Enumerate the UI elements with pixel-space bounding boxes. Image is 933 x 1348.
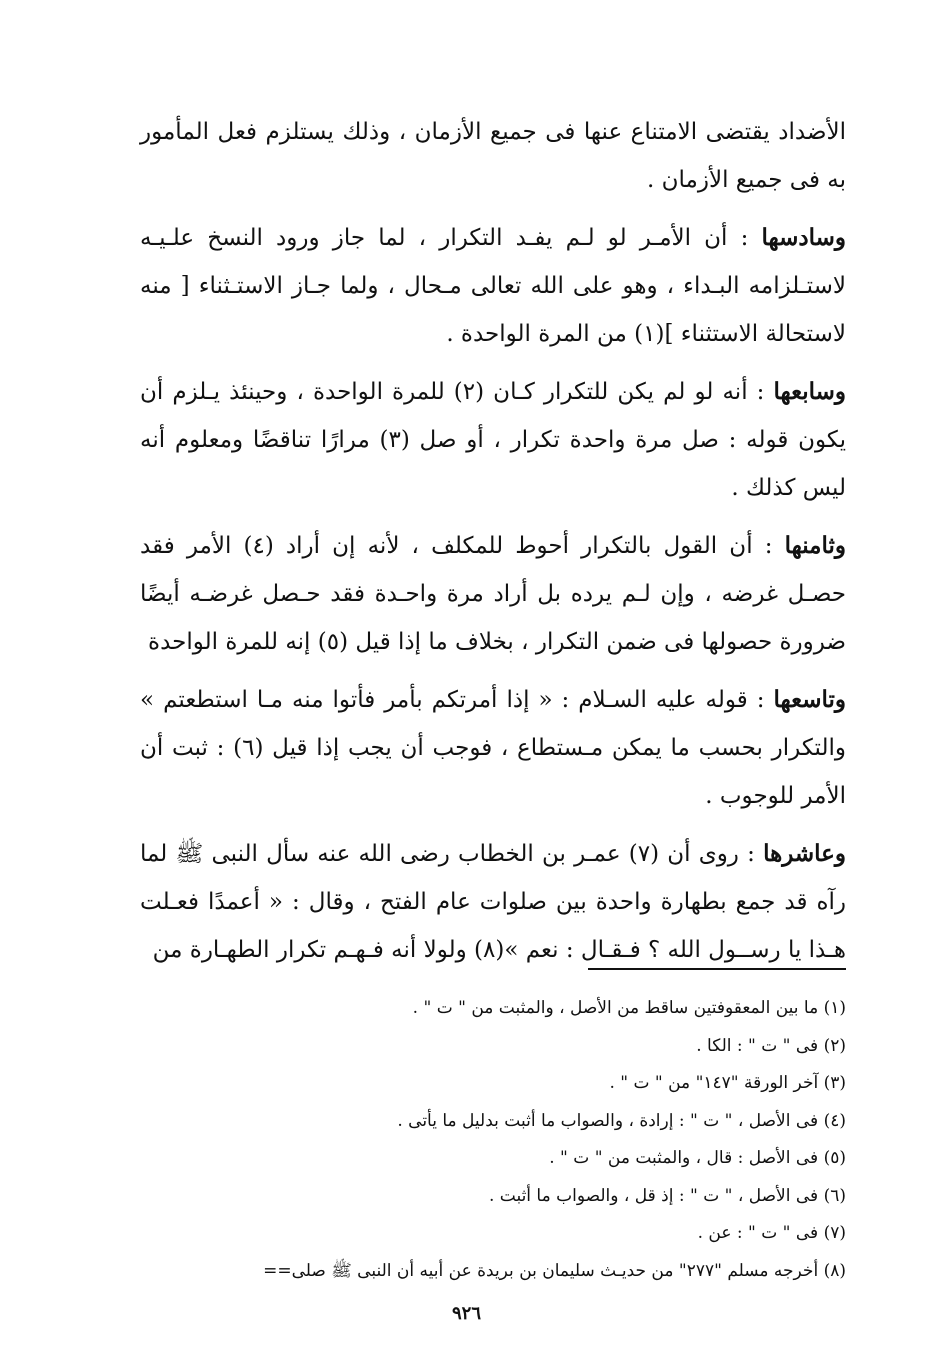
main-text: [140, 108, 846, 984]
paragraph-heading: وثامنها: [784, 532, 846, 559]
paragraph-heading: وسابعها: [773, 378, 846, 405]
page-number: ٩٢٦: [451, 1303, 481, 1324]
footnote: (١) ما بين المعقوفتين ساقط من الأصل ، والمثبت من " ت " .: [412, 998, 846, 1018]
paragraph: [140, 214, 846, 358]
paragraph-body: : أن القول بالتكرار أحوط للمكلف ، لأنه إن أراد (٤) الأمر فقد حصـل غرضه ، وإن لـم يرده بل أراد مرة واحـدة فقد حـصل غرضـه أيضًا ضرورة حصولها فى ضمن التكرار ، بخلاف ما إذا قيل (٥) إنه للمرة الواحدة: [140, 533, 846, 655]
paragraph-heading: وعاشرها: [763, 840, 846, 867]
paragraph: [140, 830, 846, 974]
paragraph-heading: وسادسها: [761, 224, 846, 251]
paragraph-heading: وتاسعها: [773, 686, 846, 713]
paragraph-body: : روى أن (٧) عمـر بن الخطاب رضى الله عنه سأل النبى ﷺ لما رآه قد جمع بطهارة واحدة بين صلوات عام الفتح ، وقال : « أعمدًا فعـلت هـذا يا رســول الله ؟ فـقـال : نعم »(٨) ولولا أنه فـهـم تكرار الطهـارة من: [140, 841, 846, 963]
paragraph: [140, 676, 846, 820]
paragraph: [140, 522, 846, 666]
footnote: (٢) فى " ت " : الكا .: [696, 1035, 846, 1056]
paragraph-body: : قوله عليه السـلام : « إذا أمرتكم بأمر فأتوا منه مـا استطعتم » والتكرار بحسب ما يمكن مـستطاع ، فوجب أن يجب إذا قيل (٦) : ثبت أن الأمر للوجوب .: [140, 687, 846, 809]
footnote: (٥) فى الأصل : قال ، والمثبت من " ت " .: [549, 1148, 846, 1168]
footnotes: [140, 990, 846, 1290]
footnote: (٤) فى الأصل ، " ت " : إرادة ، والصواب ما أثبت بدليل ما يأتى .: [397, 1110, 846, 1131]
footnote: (٧) فى " ت " : عن .: [697, 1223, 846, 1243]
paragraph-body: : أن الأمـر لو لـم يفـد التكرار ، لما جاز ورود النسخ علـيـه لاستـلزامه البـداء ، وهو على الله تعالى مـحال ، ولما جـاز الاستـثناء [ منه لاستحالة الاستثناء ](١) من المرة الواحدة .: [140, 225, 846, 347]
footnote: (٦) فى الأصل ، " ت " : إذ قل ، والصواب ما أثبت .: [488, 1185, 846, 1206]
footnote: (٣) آخر الورقة "١٤٧" من " ت " .: [609, 1073, 846, 1093]
paragraph: [140, 108, 846, 204]
paragraph: [140, 368, 846, 512]
footnote-separator: [588, 968, 846, 970]
paragraph-body: : أنه لو لم يكن للتكرار كـان (٢) للمرة الواحدة ، وحينئذ يـلزم أن يكون قوله : صل مرة واحدة تكرار ، أو صل (٣) مرارًا تناقضًا ومعلوم أنه ليس كذلك .: [140, 379, 846, 501]
paragraph-body: الأضداد يقتضى الامتناع عنها فى جميع الأزمان ، وذلك يستلزم فعل المأمور به فى جميع الأزمان .: [140, 119, 846, 193]
footnote: (٨) أخرجه مسلم "٢٧٧" من حديـث سليمان بن بريدة عن أبيه أن النبى ﷺ صلى==: [263, 1260, 846, 1281]
